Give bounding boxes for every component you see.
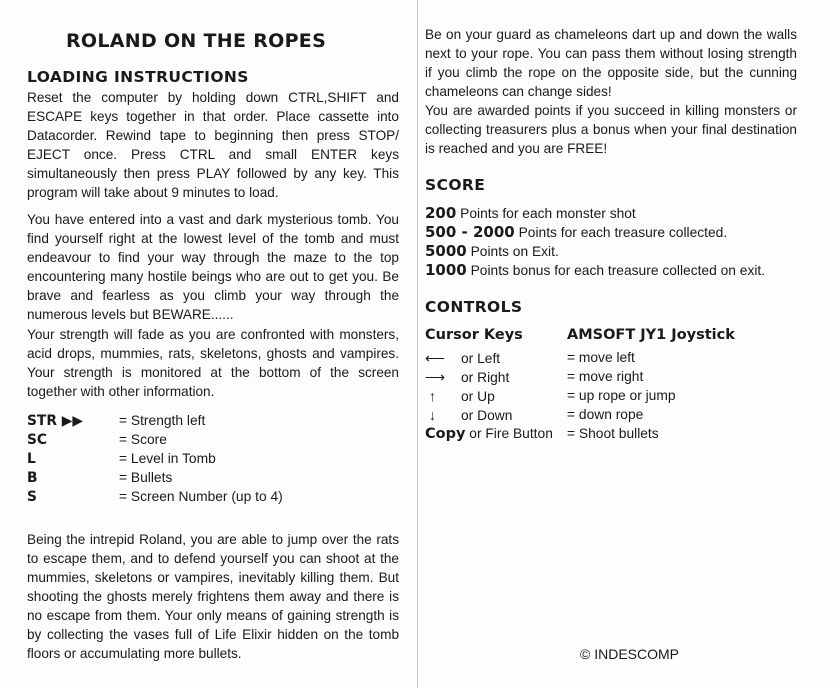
score-text: Points for each monster shot	[460, 206, 636, 221]
copyright: © INDESCOMP	[580, 646, 679, 662]
control-key: or Left	[461, 351, 501, 366]
arrow-down-icon: ↓	[429, 407, 436, 423]
score-text: Points bonus for each treasure collected on exit.	[470, 263, 766, 278]
score-points: 500 - 2000	[425, 223, 515, 241]
control-key: or Down	[461, 408, 513, 423]
legend-desc: = Screen Number (up to 4)	[119, 489, 283, 504]
loading-text: Reset the computer by holding down CTRL,SHIFT and ESCAPE keys together in that order. Place cassette into Datacorder. Rewind tape to beginning then press STOP/ EJECT once. Press CTRL and small ENTER keys simultaneously then press PLAY followed by any key. This program will take about 9 minutes to load.	[27, 90, 399, 200]
page-title: ROLAND ON THE ROPES	[66, 30, 327, 52]
legend-desc: = Bullets	[119, 470, 173, 485]
control-row	[425, 369, 509, 386]
score-points: 1000	[425, 261, 467, 279]
score-row	[425, 223, 727, 241]
controls-col-joystick: AMSOFT JY1 Joystick	[567, 327, 735, 343]
legend-desc: = Level in Tomb	[119, 451, 216, 466]
legend-row	[27, 470, 172, 486]
control-action: = move left	[567, 350, 635, 365]
loading-heading: LOADING INSTRUCTIONS	[27, 68, 249, 86]
control-action: = Shoot bullets	[567, 426, 659, 441]
column-divider	[417, 0, 418, 688]
control-key: or Right	[461, 370, 510, 385]
points-paragraph: You are awarded points if you succeed in killing monsters or collecting treasurers plus a bonus when your final destination is reached and you are FREE!	[425, 103, 797, 156]
legend-desc: = Strength left	[119, 413, 206, 428]
arrow-left-icon: ⟵	[425, 350, 446, 366]
score-row	[425, 204, 636, 222]
score-row	[425, 261, 765, 279]
controls-col-cursor: Cursor Keys	[425, 327, 523, 343]
score-text: Points on Exit.	[470, 244, 559, 259]
copy-key: Copy	[425, 426, 466, 442]
chameleon-paragraph: Be on your guard as chameleons dart up and down the walls next to your rope. You can pass them without losing strength if you climb the rope on the opposite side, but the cunning chameleons can change sides!	[425, 27, 797, 99]
legend-row	[27, 413, 205, 429]
control-action: = move right	[567, 369, 644, 384]
control-action: = down rope	[567, 407, 644, 422]
control-key: or Up	[461, 389, 495, 404]
arrow-right-icon: ⟶	[425, 369, 446, 385]
fire-button-label: or Fire Button	[469, 426, 553, 441]
arrow-up-icon: ↑	[429, 388, 436, 404]
legend-key: STR ▶▶	[27, 413, 83, 429]
legend-key: B	[27, 470, 38, 486]
legend-key: SC	[27, 432, 48, 448]
legend-key: S	[27, 489, 37, 505]
control-row	[425, 388, 495, 404]
control-row	[425, 426, 553, 442]
controls-heading: CONTROLS	[425, 298, 523, 316]
legend-row	[27, 489, 283, 505]
score-row	[425, 242, 559, 260]
control-row	[425, 350, 500, 367]
control-action: = up rope or jump	[567, 388, 676, 403]
score-heading: SCORE	[425, 176, 486, 194]
legend-row	[27, 451, 216, 467]
score-text: Points for each treasure collected.	[518, 225, 728, 240]
score-points: 200	[425, 204, 457, 222]
legend-row	[27, 432, 167, 448]
story-paragraph-3: Being the intrepid Roland, you are able to jump over the rats to escape them, and to defend yourself you can shoot at the mummies, skeletons or vampires, inevitably killing them. But shooting the ghosts merely frightens them away and there is no escape from them. Your only means of gaining strength is by collecting the vases full of Life Elixir hidden on the tomb floors or accumulating more bullets.	[27, 532, 399, 661]
score-points: 5000	[425, 242, 467, 260]
story-paragraph-1: You have entered into a vast and dark mysterious tomb. You find yourself right at the lowest level of the tomb and must endeavour to find your way through the maze to the top encountering many hostile beings who are out to get you. Be brave and fearless as you climb your way through the numerous levels but BEWARE......	[27, 212, 399, 322]
story-paragraph-2: Your strength will fade as you are confronted with monsters, acid drops, mummies, rats, skeletons, ghosts and vampires. Your strength is monitored at the bottom of the screen together with other information.	[27, 327, 399, 399]
legend-desc: = Score	[119, 432, 167, 447]
control-row	[425, 407, 512, 423]
legend-key: L	[27, 451, 36, 467]
